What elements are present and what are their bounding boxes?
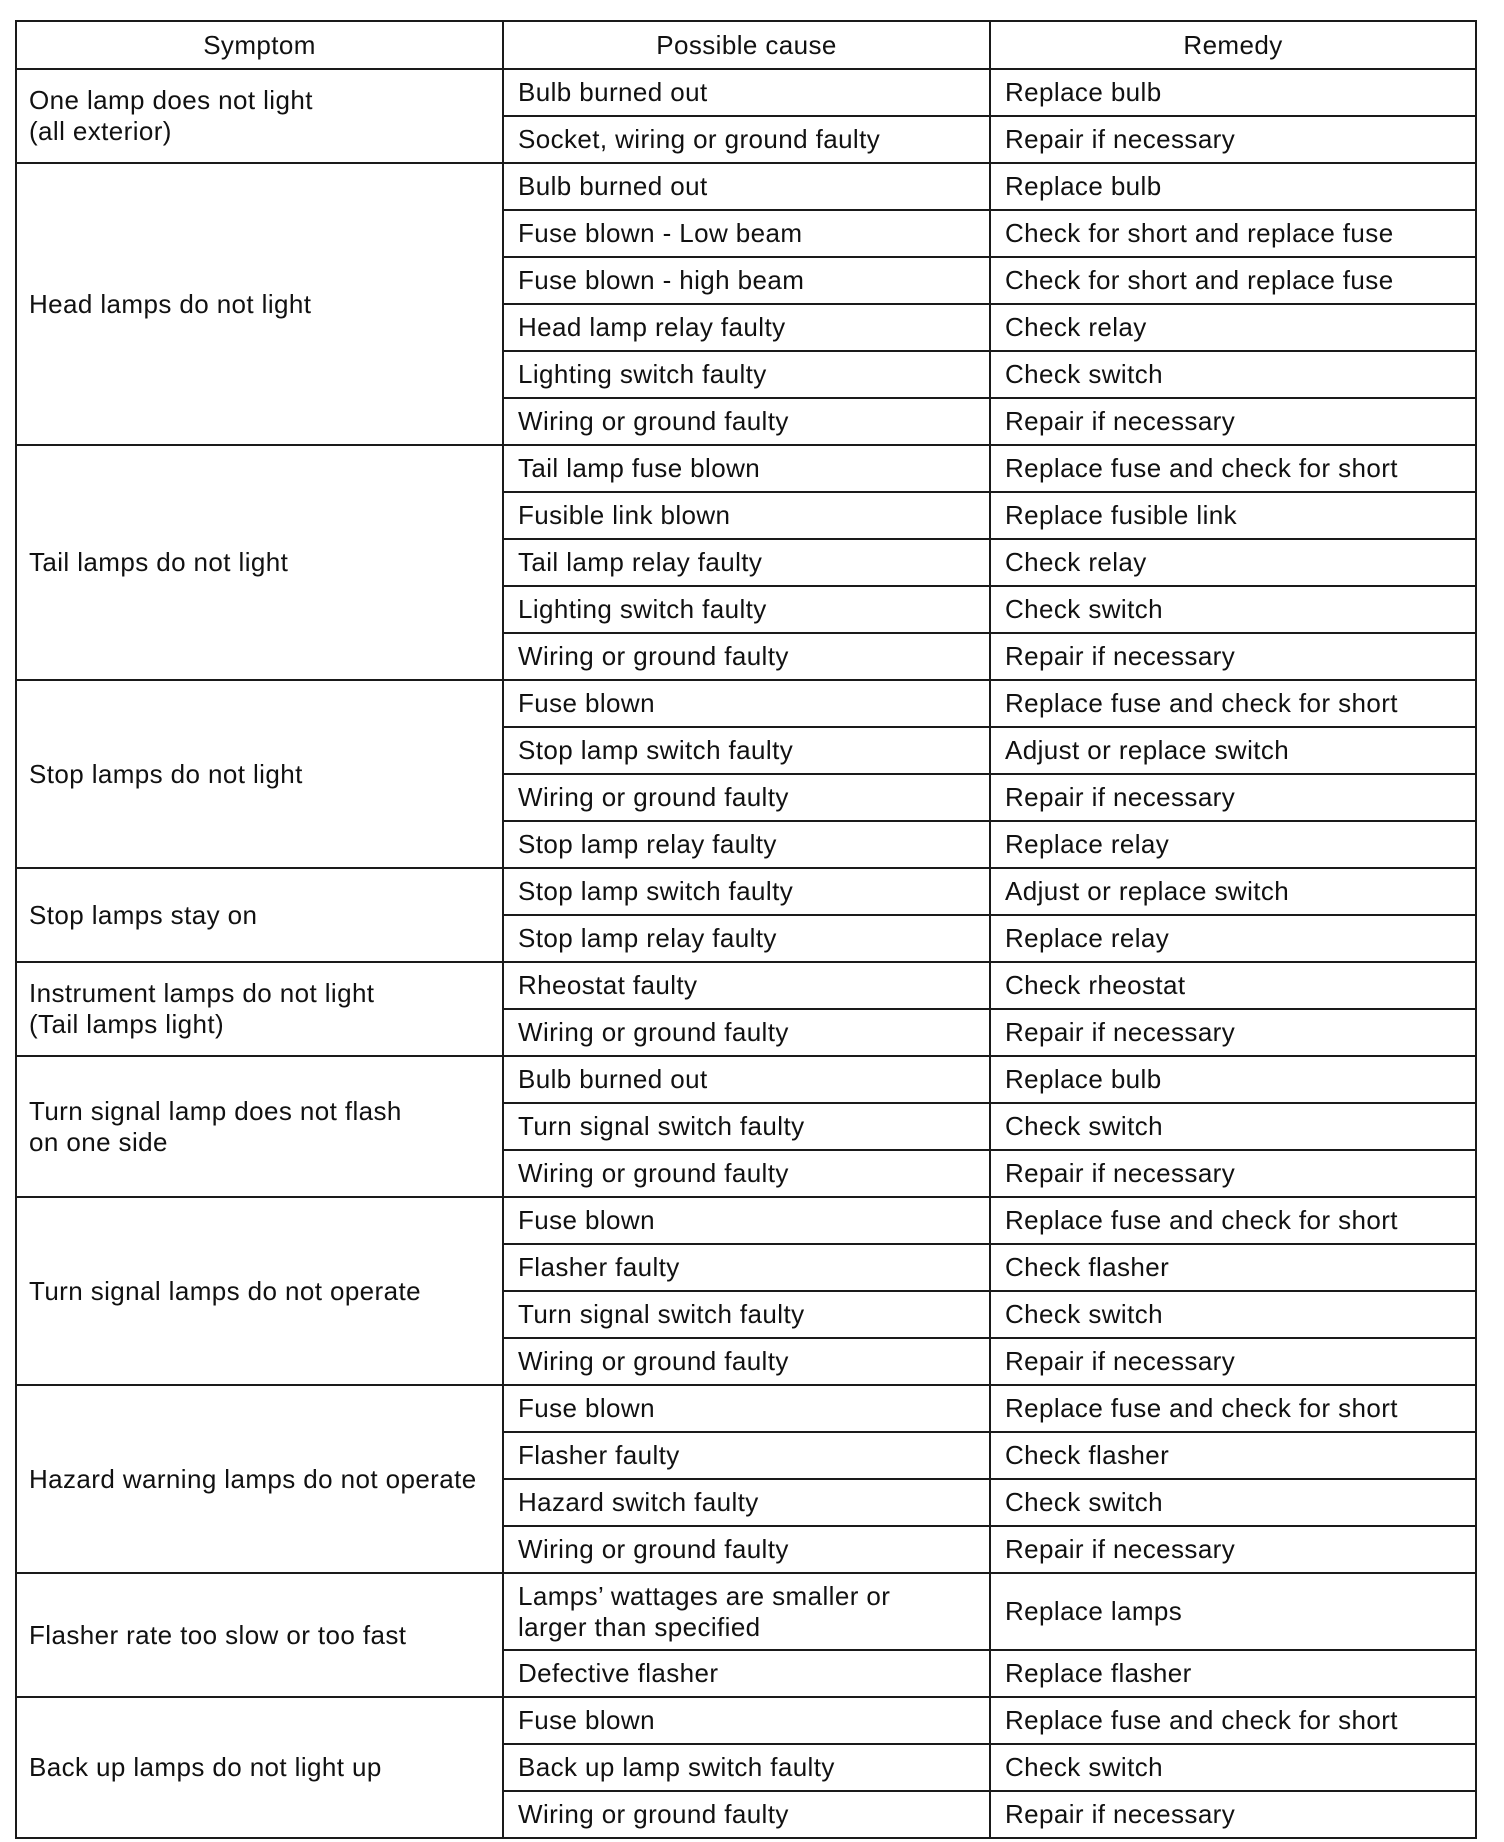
symptom-cell: Head lamps do not light (16, 163, 503, 445)
symptom-cell: Back up lamps do not light up (16, 1697, 503, 1838)
remedy-cell: Replace bulb (990, 69, 1476, 116)
possible-cause-cell: Wiring or ground faulty (503, 1150, 990, 1197)
possible-cause-cell: Fuse blown (503, 1697, 990, 1744)
table-row (16, 1385, 1476, 1432)
header-possible-cause: Possible cause (503, 21, 990, 69)
possible-cause-cell: Flasher faulty (503, 1432, 990, 1479)
symptom-cell: Turn signal lamps do not operate (16, 1197, 503, 1385)
possible-cause-cell: Turn signal switch faulty (503, 1103, 990, 1150)
remedy-cell: Replace fuse and check for short (990, 1697, 1476, 1744)
remedy-cell: Check relay (990, 304, 1476, 351)
symptom-cell: Instrument lamps do not light (Tail lamps light) (16, 962, 503, 1056)
possible-cause-cell: Fuse blown - Low beam (503, 210, 990, 257)
possible-cause-cell: Back up lamp switch faulty (503, 1744, 990, 1791)
remedy-cell: Replace fusible link (990, 492, 1476, 539)
remedy-cell: Repair if necessary (990, 633, 1476, 680)
header-remedy: Remedy (990, 21, 1476, 69)
remedy-cell: Repair if necessary (990, 1791, 1476, 1838)
possible-cause-cell: Tail lamp relay faulty (503, 539, 990, 586)
possible-cause-cell: Stop lamp switch faulty (503, 868, 990, 915)
symptom-cell: Tail lamps do not light (16, 445, 503, 680)
remedy-cell: Check switch (990, 1103, 1476, 1150)
remedy-cell: Replace fuse and check for short (990, 445, 1476, 492)
remedy-cell: Check switch (990, 1744, 1476, 1791)
possible-cause-cell: Wiring or ground faulty (503, 398, 990, 445)
table-row (16, 163, 1476, 210)
possible-cause-cell: Bulb burned out (503, 163, 990, 210)
possible-cause-cell: Bulb burned out (503, 1056, 990, 1103)
remedy-cell: Replace bulb (990, 1056, 1476, 1103)
header-row (16, 21, 1476, 69)
table-row (16, 868, 1476, 915)
possible-cause-cell: Socket, wiring or ground faulty (503, 116, 990, 163)
possible-cause-cell: Defective flasher (503, 1650, 990, 1697)
remedy-cell: Replace relay (990, 915, 1476, 962)
table-row (16, 1573, 1476, 1650)
possible-cause-cell: Tail lamp fuse blown (503, 445, 990, 492)
possible-cause-cell: Fuse blown (503, 1197, 990, 1244)
possible-cause-cell: Fuse blown (503, 680, 990, 727)
remedy-cell: Check switch (990, 1291, 1476, 1338)
table-row (16, 445, 1476, 492)
possible-cause-cell: Wiring or ground faulty (503, 633, 990, 680)
remedy-cell: Repair if necessary (990, 1526, 1476, 1573)
table-row (16, 1056, 1476, 1103)
possible-cause-cell: Stop lamp switch faulty (503, 727, 990, 774)
possible-cause-cell: Flasher faulty (503, 1244, 990, 1291)
possible-cause-cell: Stop lamp relay faulty (503, 821, 990, 868)
remedy-cell: Check switch (990, 586, 1476, 633)
remedy-cell: Check for short and replace fuse (990, 210, 1476, 257)
table-row (16, 962, 1476, 1009)
possible-cause-cell: Wiring or ground faulty (503, 1791, 990, 1838)
possible-cause-cell: Fusible link blown (503, 492, 990, 539)
remedy-cell: Replace fuse and check for short (990, 1385, 1476, 1432)
remedy-cell: Adjust or replace switch (990, 868, 1476, 915)
remedy-cell: Repair if necessary (990, 1009, 1476, 1056)
remedy-cell: Replace flasher (990, 1650, 1476, 1697)
remedy-cell: Repair if necessary (990, 398, 1476, 445)
troubleshooting-table (15, 20, 1477, 1839)
table-row (16, 1697, 1476, 1744)
remedy-cell: Replace bulb (990, 163, 1476, 210)
symptom-cell: Turn signal lamp does not flash on one side (16, 1056, 503, 1197)
possible-cause-cell: Rheostat faulty (503, 962, 990, 1009)
table-row (16, 1197, 1476, 1244)
remedy-cell: Check switch (990, 1479, 1476, 1526)
table-row (16, 680, 1476, 727)
possible-cause-cell: Lighting switch faulty (503, 351, 990, 398)
remedy-cell: Replace relay (990, 821, 1476, 868)
remedy-cell: Replace lamps (990, 1573, 1476, 1650)
table-body (16, 69, 1476, 1838)
remedy-cell: Check switch (990, 351, 1476, 398)
possible-cause-cell: Hazard switch faulty (503, 1479, 990, 1526)
possible-cause-cell: Lighting switch faulty (503, 586, 990, 633)
possible-cause-cell: Wiring or ground faulty (503, 1526, 990, 1573)
possible-cause-cell: Wiring or ground faulty (503, 1338, 990, 1385)
possible-cause-cell: Stop lamp relay faulty (503, 915, 990, 962)
remedy-cell: Replace fuse and check for short (990, 1197, 1476, 1244)
symptom-cell: Hazard warning lamps do not operate (16, 1385, 503, 1573)
table-row (16, 69, 1476, 116)
possible-cause-cell: Lamps’ wattages are smaller or larger than specified (503, 1573, 990, 1650)
remedy-cell: Check flasher (990, 1432, 1476, 1479)
table-header (16, 21, 1476, 69)
symptom-cell: Flasher rate too slow or too fast (16, 1573, 503, 1697)
symptom-cell: Stop lamps do not light (16, 680, 503, 868)
possible-cause-cell: Bulb burned out (503, 69, 990, 116)
possible-cause-cell: Wiring or ground faulty (503, 1009, 990, 1056)
possible-cause-cell: Fuse blown - high beam (503, 257, 990, 304)
remedy-cell: Repair if necessary (990, 1150, 1476, 1197)
remedy-cell: Check for short and replace fuse (990, 257, 1476, 304)
possible-cause-cell: Wiring or ground faulty (503, 774, 990, 821)
remedy-cell: Check relay (990, 539, 1476, 586)
remedy-cell: Check flasher (990, 1244, 1476, 1291)
symptom-cell: Stop lamps stay on (16, 868, 503, 962)
remedy-cell: Repair if necessary (990, 116, 1476, 163)
symptom-cell: One lamp does not light (all exterior) (16, 69, 503, 163)
possible-cause-cell: Fuse blown (503, 1385, 990, 1432)
possible-cause-cell: Head lamp relay faulty (503, 304, 990, 351)
remedy-cell: Repair if necessary (990, 1338, 1476, 1385)
remedy-cell: Repair if necessary (990, 774, 1476, 821)
remedy-cell: Check rheostat (990, 962, 1476, 1009)
possible-cause-cell: Turn signal switch faulty (503, 1291, 990, 1338)
remedy-cell: Adjust or replace switch (990, 727, 1476, 774)
remedy-cell: Replace fuse and check for short (990, 680, 1476, 727)
header-symptom: Symptom (16, 21, 503, 69)
